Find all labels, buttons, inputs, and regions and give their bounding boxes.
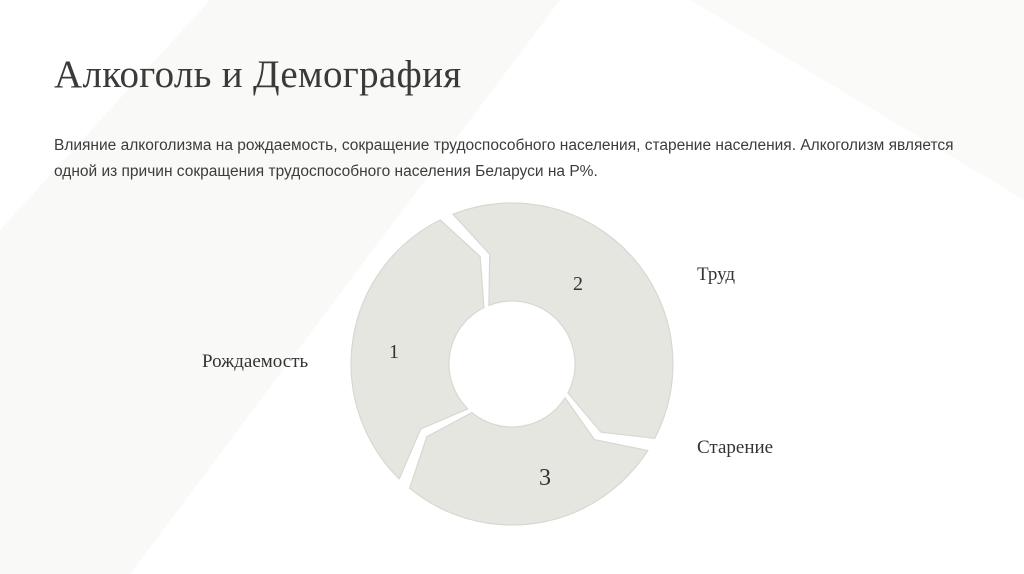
segment-label-rozhdaemost: Рождаемость xyxy=(202,351,309,372)
segment-number-3: 3 xyxy=(539,465,551,491)
segment-label-trud: Труд xyxy=(697,264,736,285)
segment-number-1: 1 xyxy=(389,341,399,363)
segment-label-starenie: Старение xyxy=(697,437,774,458)
slide-title: Алкоголь и Демография xyxy=(54,53,462,96)
segment-number-2: 2 xyxy=(573,273,583,295)
slide-body-text: Влияние алкоголизма на рождаемость, сокращение трудоспособного населения, старение населения. Алкоголизм является одной из причин сокращения трудоспособного населения Беларуси на Р%. xyxy=(54,137,954,180)
